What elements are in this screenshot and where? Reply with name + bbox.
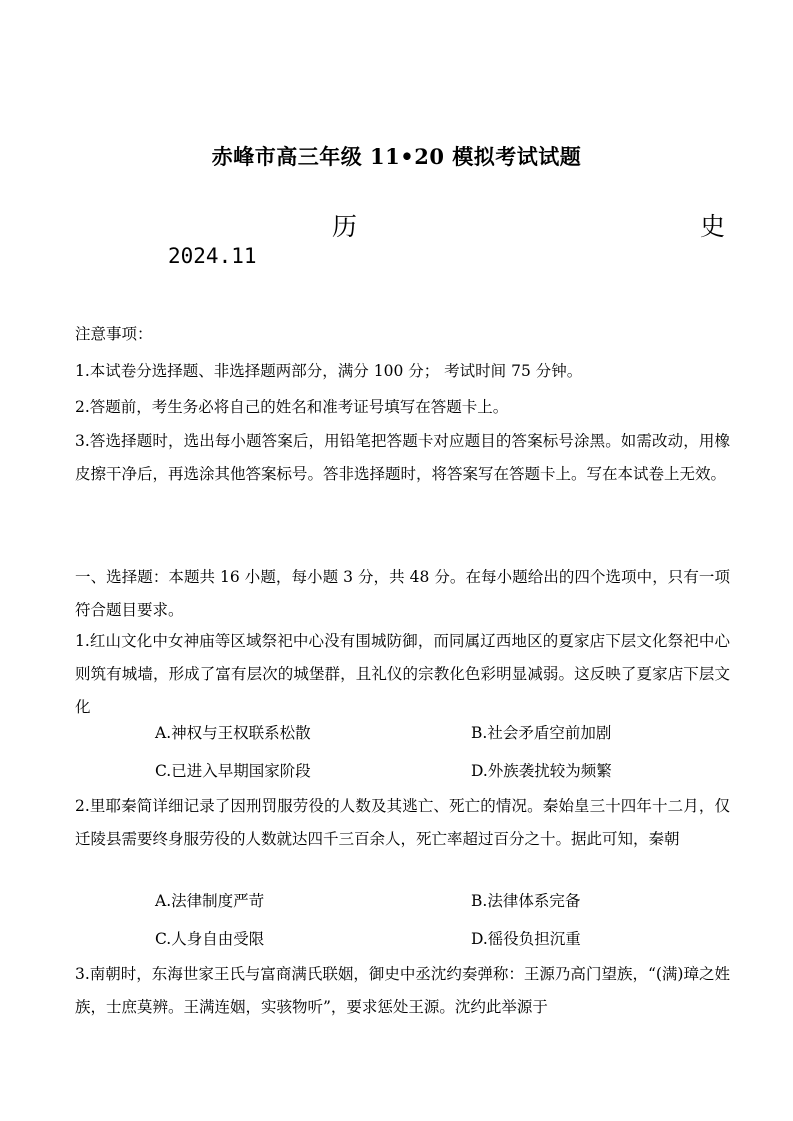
notice-item-1: 1.本试卷分选择题、非选择题两部分，满分 100 分； 考试时间 75 分钟。 xyxy=(75,362,583,380)
question-2-stem: 2.里耶秦简详细记录了因刑罚服劳役的人数及其逃亡、死亡的情况。秦始皇三十四年十二月，仅迁陵县需要终身服劳役的人数就达四千三百余人，死亡率超过百分之十。据此可知，秦朝 xyxy=(75,797,730,848)
question-1-stem: 1.红山文化中女神庙等区域祭祀中心没有围城防御，而同属辽西地区的夏家店下层文化祭祀中心则筑有城墙，形成了富有层次的城堡群，且礼仪的宗教化色彩明显减弱。这反映了夏家店下层文化 xyxy=(75,632,730,716)
notice-item-3: 3.答选择题时，选出每小题答案后，用铅笔把答题卡对应题目的答案标号涂黑。如需改动，用橡皮擦干净后，再选涂其他答案标号。答非选择题时，将答案写在答题卡上。写在本试卷上无效。 xyxy=(75,432,730,483)
question-1-option-a: A.神权与王权联系松散 xyxy=(155,724,311,742)
subject-char-right: 史 xyxy=(700,212,726,241)
question-2-option-d: D.徭役负担沉重 xyxy=(471,930,581,948)
question-3-stem: 3.南朝时，东海世家王氏与富商满氏联姻，御史中丞沈约奏弹称：王源乃高门望族，“(满)璋之姓族，士庶莫辨。王满连姻，实骇物听”，要求惩处王源。沈约此举源于 xyxy=(75,965,730,1016)
question-2-option-a: A.法律制度严苛 xyxy=(155,892,265,910)
question-1-option-d: D.外族袭扰较为频繁 xyxy=(471,762,612,780)
notice-item-2: 2.答题前，考生务必将自己的姓名和准考证号填写在答题卡上。 xyxy=(75,398,509,416)
section-intro: 一、选择题：本题共 16 小题，每小题 3 分，共 48 分。在每小题给出的四个选项中，只有一项符合题目要求。 xyxy=(75,568,730,619)
question-1-option-b: B.社会矛盾空前加剧 xyxy=(471,724,612,742)
question-1-option-c: C.已进入早期国家阶段 xyxy=(155,762,311,780)
exam-date: 2024.11 xyxy=(168,244,257,268)
question-2-option-b: B.法律体系完备 xyxy=(471,892,581,910)
subject-char-left: 历 xyxy=(332,212,358,241)
question-2-option-c: C.人身自由受限 xyxy=(155,930,265,948)
notice-heading: 注意事项： xyxy=(75,325,153,343)
exam-title: 赤峰市高三年级 11•20 模拟考试试题 xyxy=(211,144,582,169)
